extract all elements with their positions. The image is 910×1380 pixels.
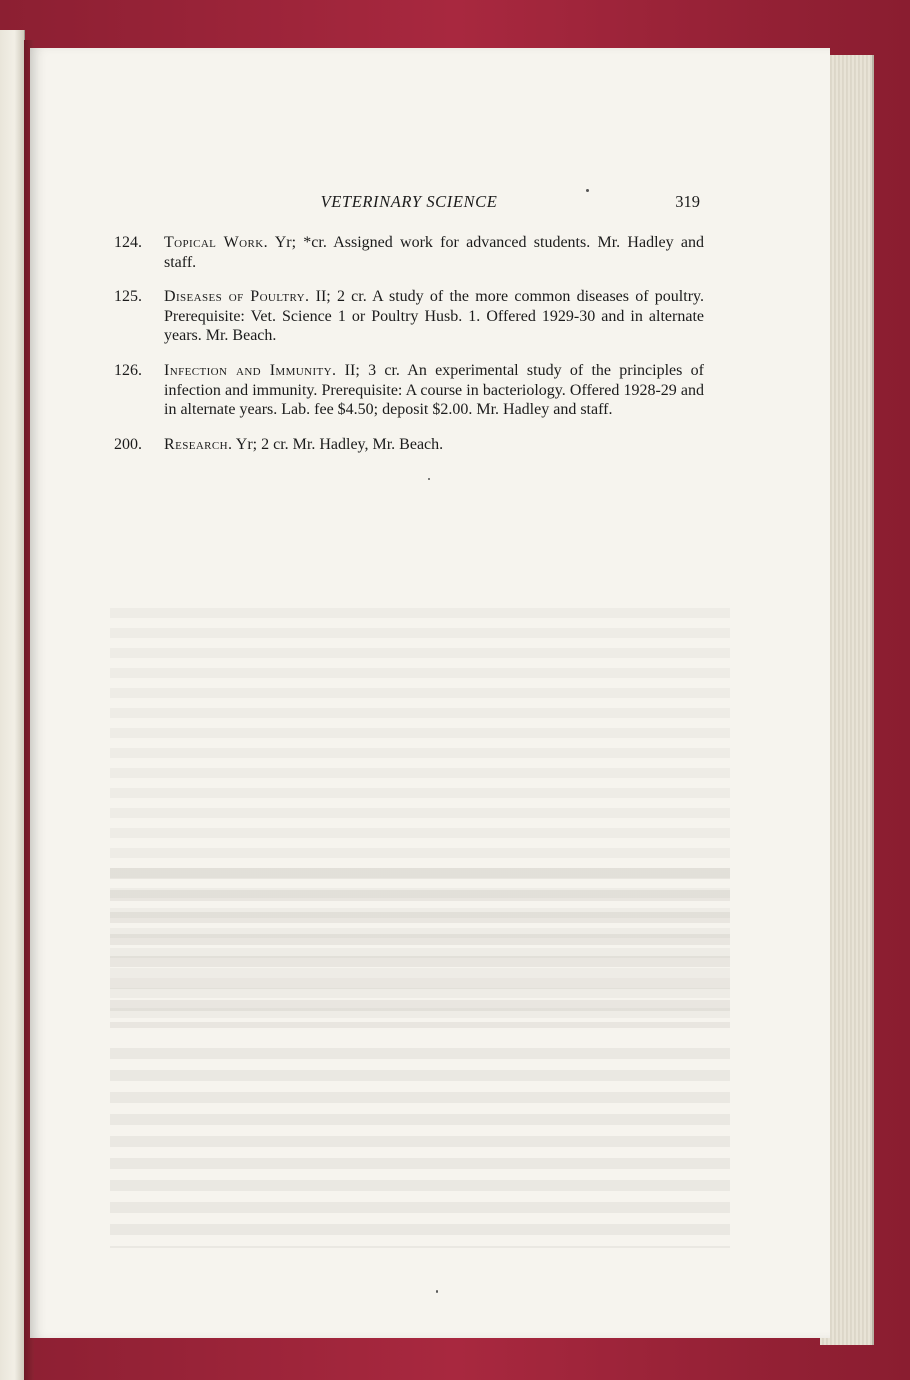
course-description: II; 3 cr. An experimental study of the principles of infection and immunity. Prerequisite: A course in bacteriology. Offered 1928-29 and in alternate years. Lab. fee $4.50; deposit $2.00. Mr. Hadley and staff. [164,361,704,419]
course-title: Research. [164,435,233,453]
running-head: VETERINARY SCIENCE [320,192,498,211]
course-title: Infection and Immunity. [164,361,337,379]
facing-page-edge [0,30,25,1380]
course-list [114,233,704,469]
course-entry [114,233,704,272]
course-entry [114,435,704,455]
paper-speck [436,1290,438,1293]
course-description: Yr; 2 cr. Mr. Hadley, Mr. Beach. [232,435,444,453]
paper-speck [586,189,589,192]
course-number: 126. [114,361,142,379]
course-title: Topical Work. [164,234,269,251]
course-number: 200. [114,435,142,453]
paper-speck [428,478,430,480]
course-number: 125. [114,288,142,306]
page-number: 319 [675,192,700,211]
page-header [118,192,700,214]
course-description: Yr; *cr. Assigned work for advanced students. Mr. Hadley and staff. [164,234,704,271]
course-entry [114,287,704,346]
course-number: 124. [114,234,142,251]
course-entry [114,361,704,420]
course-description: II; 2 cr. A study of the more common diseases of poultry. Prerequisite: Vet. Science 1 or Poultry Husb. 1. Offered 1929-30 and in alternate years. Mr. Beach. [164,288,704,345]
course-title: Diseases of Poultry. [164,288,310,306]
